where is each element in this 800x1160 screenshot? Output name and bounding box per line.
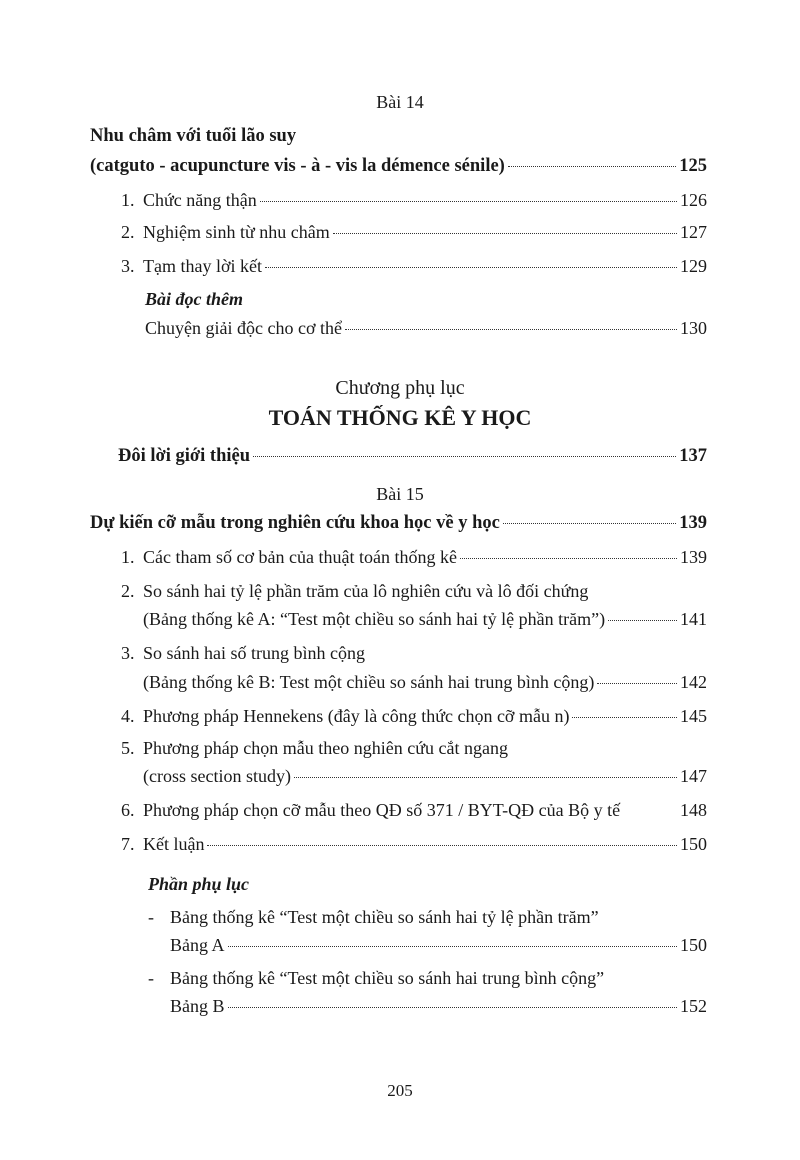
toc-item-number: 7. — [121, 834, 135, 854]
toc-entry-text: Phương pháp chọn cỡ mẫu theo QĐ số 371 / BYT-QĐ của Bộ y tế — [143, 800, 621, 820]
dot-leader — [572, 717, 677, 718]
further-reading-heading: Bài đọc thêm — [145, 289, 243, 309]
dot-leader — [345, 329, 677, 330]
dot-leader — [597, 683, 677, 684]
toc-item-number: 6. — [121, 800, 135, 820]
toc-entry[interactable] — [121, 834, 707, 855]
toc-item-number: 5. — [121, 738, 135, 758]
toc-page-number: 139 — [679, 513, 707, 533]
toc-item-number: 2. — [121, 222, 135, 242]
dot-leader — [207, 845, 677, 846]
toc-page-number: 150 — [680, 935, 707, 955]
toc-entry[interactable] — [121, 256, 707, 277]
dot-leader — [503, 523, 676, 524]
lesson-14-label: Bài 14 — [376, 92, 424, 112]
page-number: 205 — [387, 1081, 413, 1100]
dot-leader — [333, 233, 677, 234]
toc-entry-first-line — [121, 643, 365, 664]
dot-leader — [460, 558, 677, 559]
toc-entry-first-line — [148, 907, 599, 928]
toc-page-number: 137 — [679, 446, 707, 466]
list-dash: - — [148, 907, 154, 927]
toc-entry-text: (Bảng thống kê B: Test một chiều so sánh hai trung bình cộng) — [143, 672, 595, 692]
toc-page-number: 129 — [680, 256, 707, 276]
toc-entry-first-line — [121, 581, 588, 602]
toc-item-number: 2. — [121, 581, 135, 601]
toc-entry[interactable] — [121, 706, 707, 727]
toc-entry-text: Nghiệm sinh từ nhu châm — [143, 222, 330, 242]
toc-entry-text: Tạm thay lời kết — [143, 256, 262, 276]
toc-entry-text: Bảng A — [170, 935, 225, 955]
toc-entry-text: Bảng thống kê “Test một chiều so sánh hai tỷ lệ phần trăm” — [170, 907, 599, 927]
toc-page-number: 142 — [680, 672, 707, 692]
toc-entry[interactable] — [143, 766, 707, 787]
toc-page-number: 150 — [680, 834, 707, 854]
toc-item-number: 1. — [121, 190, 135, 210]
dot-leader — [265, 267, 677, 268]
list-dash: - — [148, 968, 154, 988]
toc-entry[interactable] — [121, 222, 707, 243]
toc-entry-first-line — [121, 738, 508, 759]
toc-page-number: 127 — [680, 222, 707, 242]
toc-item-number: 3. — [121, 256, 135, 276]
toc-entry-lesson-15[interactable] — [90, 513, 707, 534]
toc-page-number: 126 — [680, 190, 707, 210]
dot-leader — [608, 620, 677, 621]
dot-leader — [228, 1007, 677, 1008]
lesson-14-title: Nhu châm với tuổi lão suy — [90, 126, 297, 146]
toc-entry[interactable] — [170, 935, 707, 956]
toc-entry-text: Các tham số cơ bản của thuật toán thống kê — [143, 547, 457, 567]
dot-leader — [294, 777, 677, 778]
toc-page-number: 147 — [680, 766, 707, 786]
toc-page-number: 139 — [680, 547, 707, 567]
toc-page-number: 152 — [680, 996, 707, 1016]
toc-item-number: 3. — [121, 643, 135, 663]
toc-entry-text: So sánh hai tỷ lệ phần trăm của lô nghiên cứu và lô đối chứng — [143, 581, 589, 601]
toc-entry-text: Kết luận — [143, 834, 205, 854]
toc-entry-text: Chuyện giải độc cho cơ thể — [145, 318, 342, 338]
toc-page-number: 141 — [680, 609, 707, 629]
toc-page-number: 125 — [679, 156, 707, 176]
toc-entry-text: Phương pháp Hennekens (đây là công thức chọn cỡ mẫu n) — [143, 706, 570, 726]
toc-page-number: 148 — [680, 800, 707, 820]
toc-entry-text: Bảng thống kê “Test một chiều so sánh hai trung bình cộng” — [170, 968, 605, 988]
toc-entry[interactable] — [121, 547, 707, 568]
toc-entry-text: (Bảng thống kê A: “Test một chiều so sánh hai tỷ lệ phần trăm”) — [143, 609, 606, 629]
toc-entry-text: (cross section study) — [143, 766, 291, 786]
appendix-chapter-label: Chương phụ lục — [335, 377, 465, 399]
lesson-15-label: Bài 15 — [376, 484, 424, 504]
dot-leader — [260, 201, 677, 202]
toc-entry-text: Chức năng thận — [143, 190, 257, 210]
toc-entry-first-line — [148, 968, 604, 989]
toc-entry-text: Dự kiến cỡ mẫu trong nghiên cứu khoa học về y học — [90, 513, 500, 533]
dot-leader — [253, 456, 676, 457]
toc-entry[interactable] — [121, 800, 707, 821]
toc-entry-lesson-14[interactable] — [90, 156, 707, 177]
toc-entry-text: Bảng B — [170, 996, 225, 1016]
toc-entry-text: So sánh hai số trung bình cộng — [143, 643, 365, 663]
toc-entry-text: Đôi lời giới thiệu — [118, 446, 251, 466]
toc-item-number: 4. — [121, 706, 135, 726]
dot-leader — [508, 166, 676, 167]
toc-entry[interactable] — [143, 609, 707, 630]
toc-entry-text: (catguto - acupuncture vis - à - vis la démence sénile) — [90, 156, 505, 176]
toc-item-number: 1. — [121, 547, 135, 567]
toc-entry[interactable] — [145, 318, 707, 339]
toc-page-number: 145 — [680, 706, 707, 726]
appendix-section-heading: Phần phụ lục — [148, 874, 250, 894]
toc-page-number: 130 — [680, 318, 707, 338]
dot-leader — [228, 946, 677, 947]
toc-entry[interactable] — [143, 672, 707, 693]
toc-entry-text: Phương pháp chọn mẫu theo nghiên cứu cắt ngang — [143, 738, 508, 758]
toc-entry[interactable] — [170, 996, 707, 1017]
toc-entry-introduction[interactable] — [118, 446, 707, 467]
toc-entry[interactable] — [121, 190, 707, 211]
appendix-chapter-title: TOÁN THỐNG KÊ Y HỌC — [268, 405, 532, 430]
